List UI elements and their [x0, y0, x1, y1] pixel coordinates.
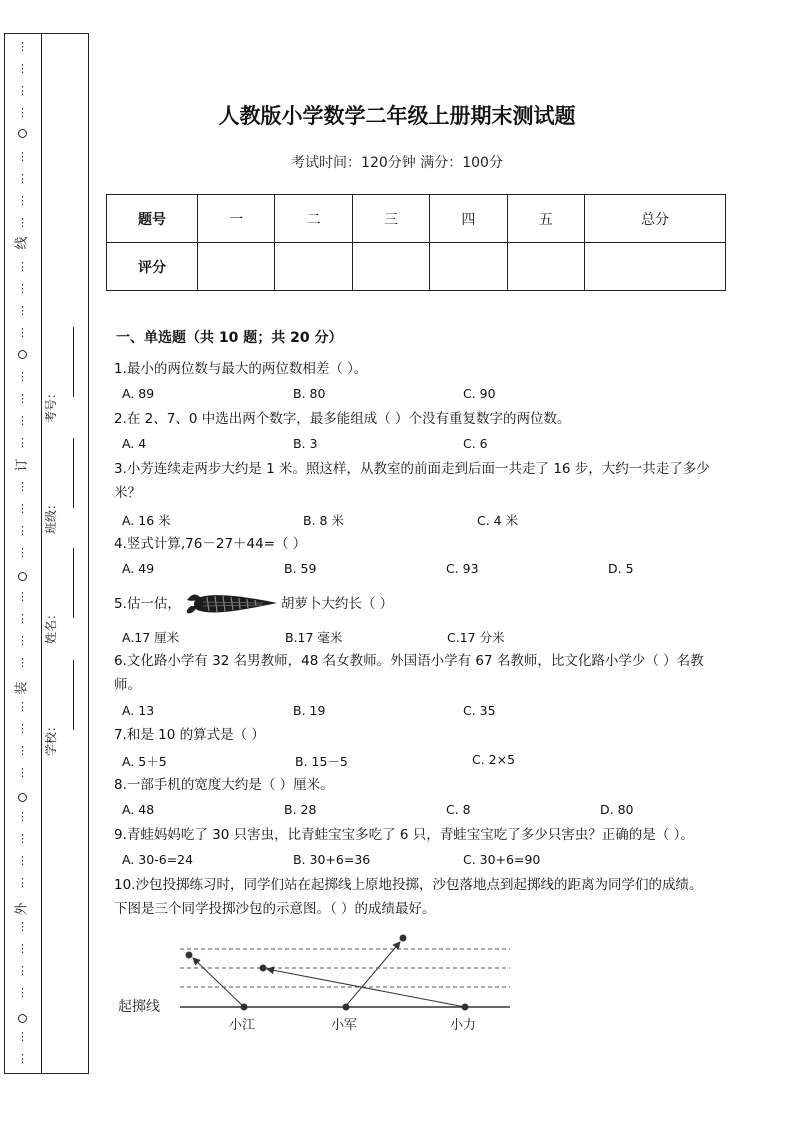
- option[interactable]: D. 80: [600, 802, 634, 817]
- score-cell: 三: [352, 195, 429, 243]
- score-input-cell[interactable]: [352, 243, 429, 291]
- option[interactable]: D. 5: [608, 561, 634, 576]
- landing-point: [186, 952, 193, 959]
- options-2: [122, 436, 722, 454]
- score-input-cell[interactable]: [507, 243, 584, 291]
- option[interactable]: B. 30+6=36: [293, 852, 371, 867]
- carrot-image: [183, 590, 279, 618]
- question-5-text-after: 胡萝卜大约长（ ）: [280, 596, 394, 612]
- thrower-point: [241, 1004, 248, 1011]
- class-line: [73, 438, 74, 508]
- options-8: [122, 802, 722, 820]
- school-label: 学校：: [44, 719, 58, 756]
- binding-dots: ⋮: [17, 150, 28, 163]
- student-label: 小江: [229, 1018, 256, 1033]
- option[interactable]: B. 59: [284, 561, 317, 576]
- option[interactable]: A. 48: [122, 802, 155, 817]
- option[interactable]: C. 93: [446, 561, 479, 576]
- binding-dots: ⋮: [17, 634, 28, 647]
- binding-dots: ⋮: [17, 392, 28, 405]
- option[interactable]: C. 6: [463, 436, 488, 451]
- score-table-score-row: [107, 243, 726, 291]
- binding-circle: [18, 1014, 27, 1023]
- student-label: 小军: [331, 1018, 358, 1033]
- score-input-cell[interactable]: [275, 243, 352, 291]
- binding-dots: ⋮: [17, 524, 28, 537]
- throw-arrow: [193, 958, 244, 1007]
- exam-number-label: 考号：: [44, 386, 58, 423]
- binding-dots: ⋮: [17, 40, 28, 53]
- binding-dots: ⋮: [17, 260, 28, 273]
- option[interactable]: C. 2×5: [472, 752, 516, 767]
- option[interactable]: A. 4: [122, 436, 147, 451]
- throw-arrow: [267, 969, 465, 1007]
- score-cell: 总分: [584, 195, 725, 243]
- name-label: 姓名：: [44, 607, 58, 644]
- binding-dots: ⋮: [17, 304, 28, 317]
- binding-dots: ⋮: [17, 766, 28, 779]
- class-label: 班级：: [44, 497, 58, 534]
- binding-dots: ⋮: [17, 502, 28, 515]
- name-line: [73, 548, 74, 618]
- option[interactable]: C. 8: [446, 802, 471, 817]
- start-line-label: 起掷线: [118, 999, 160, 1015]
- binding-char: 线: [14, 236, 30, 250]
- binding-dots: ⋮: [17, 436, 28, 449]
- binding-dots: ⋮: [17, 722, 28, 735]
- binding-dots: ⋮: [17, 62, 28, 75]
- binding-dots: ⋮: [17, 920, 28, 933]
- binding-dots: ⋮: [17, 480, 28, 493]
- option[interactable]: A. 89: [122, 386, 155, 401]
- field-exam-number[interactable]: [41, 327, 89, 423]
- option[interactable]: A. 16 米: [122, 513, 171, 528]
- question-6: 6.文化路小学有 32 名男教师，48 名女教师。外国语小学有 67 名教师，比文化路小学少（ ）名教: [114, 653, 704, 669]
- score-cell: 一: [198, 195, 275, 243]
- binding-dots: ⋮: [17, 876, 28, 889]
- score-cell: 题号: [107, 195, 198, 243]
- landing-point: [400, 935, 407, 942]
- binding-dots: ⋮: [17, 810, 28, 823]
- thrower-point: [462, 1004, 469, 1011]
- binding-dots: ⋮: [17, 942, 28, 955]
- question-2: 2.在 2、7、0 中选出两个数字，最多能组成（ ）个没有重复数字的两位数。: [114, 411, 571, 427]
- binding-dots: ⋮: [17, 370, 28, 383]
- option[interactable]: B. 80: [293, 386, 326, 401]
- field-class[interactable]: [41, 438, 89, 534]
- binding-dot-column: [4, 33, 41, 1074]
- binding-dots: ⋮: [17, 282, 28, 295]
- score-table: [106, 194, 726, 291]
- question-3: 3.小芳连续走两步大约是 1 米。照这样，从教室的前面走到后面一共走了 16 步，大约一共走了多少: [114, 461, 710, 477]
- option[interactable]: C. 4 米: [477, 513, 519, 528]
- score-cell: 评分: [107, 243, 198, 291]
- binding-char: 装: [14, 681, 30, 695]
- option[interactable]: B. 28: [284, 802, 317, 817]
- question-5: [114, 590, 724, 618]
- options-6: [122, 703, 722, 721]
- exam-number-line: [73, 327, 74, 397]
- question-1: 1.最小的两位数与最大的两位数相差（ ）。: [114, 361, 368, 377]
- score-cell: 二: [275, 195, 352, 243]
- binding-circle: [18, 572, 27, 581]
- landing-point: [260, 965, 267, 972]
- option[interactable]: B.17 毫米: [285, 630, 343, 645]
- score-input-cell[interactable]: [430, 243, 507, 291]
- option[interactable]: C. 90: [463, 386, 496, 401]
- options-5: [122, 628, 722, 646]
- binding-dots: ⋮: [17, 744, 28, 757]
- binding-dots: ⋮: [17, 986, 28, 999]
- binding-dots: ⋮: [17, 1052, 28, 1065]
- binding-dots: ⋮: [17, 1030, 28, 1043]
- score-input-cell[interactable]: [198, 243, 275, 291]
- option[interactable]: B. 8 米: [303, 513, 344, 528]
- option[interactable]: B. 3: [293, 436, 318, 451]
- binding-dots: ⋮: [17, 854, 28, 867]
- question-7: 7.和是 10 的算式是（ ）: [114, 727, 265, 743]
- score-cell: 四: [430, 195, 507, 243]
- question-9: 9.青蛙妈妈吃了 30 只害虫，比青蛙宝宝多吃了 6 只，青蛙宝宝吃了多少只害虫？正确的是（ ）。: [114, 827, 694, 843]
- exam-info: 考试时间：120分钟 满分：100分: [291, 155, 503, 171]
- throw-diagram: [110, 928, 520, 1038]
- options-4: [122, 561, 722, 579]
- options-9: [122, 852, 722, 870]
- binding-dots: ⋮: [17, 106, 28, 119]
- question-8: 8.一部手机的宽度大约是（ ）厘米。: [114, 777, 334, 793]
- option[interactable]: A. 30-6=24: [122, 852, 194, 867]
- binding-dots: ⋮: [17, 546, 28, 559]
- option[interactable]: A. 49: [122, 561, 155, 576]
- thrower-point: [343, 1004, 350, 1011]
- page-title: 人教版小学数学二年级上册期末测试题: [218, 103, 576, 128]
- binding-dots: ⋮: [17, 194, 28, 207]
- field-school[interactable]: [41, 660, 89, 756]
- question-5-text: 5.估一估，: [114, 596, 181, 612]
- binding-char: 订: [14, 458, 30, 472]
- binding-dots: ⋮: [17, 216, 28, 229]
- option[interactable]: A.17 厘米: [122, 630, 180, 645]
- binding-dots: ⋮: [17, 656, 28, 669]
- binding-dots: ⋮: [17, 414, 28, 427]
- school-line: [73, 660, 74, 730]
- binding-circle: [18, 129, 27, 138]
- question-6-cont: 师。: [114, 677, 141, 693]
- binding-dots: ⋮: [17, 84, 28, 97]
- options-1: [122, 386, 722, 404]
- option[interactable]: A. 13: [122, 703, 155, 718]
- option[interactable]: C. 35: [463, 703, 496, 718]
- option[interactable]: A. 5＋5: [122, 754, 167, 769]
- score-cell: 五: [507, 195, 584, 243]
- binding-dots: ⋮: [17, 612, 28, 625]
- binding-circle: [18, 350, 27, 359]
- student-label: 小力: [450, 1018, 477, 1033]
- binding-dots: ⋮: [17, 964, 28, 977]
- question-10-cont: 下图是三个同学投掷沙包的示意图。（ ）的成绩最好。: [114, 901, 436, 917]
- section-title: 一、单选题（共 10 题；共 20 分）: [116, 330, 343, 346]
- question-4: 4.竖式计算,76－27＋44=（ ）: [114, 536, 307, 552]
- binding-dots: ⋮: [17, 590, 28, 603]
- throw-arrow: [345, 942, 400, 1007]
- score-table-header-row: [107, 195, 726, 243]
- binding-dots: ⋮: [17, 832, 28, 845]
- option[interactable]: B. 15－5: [295, 754, 348, 769]
- option[interactable]: C. 30+6=90: [463, 852, 541, 867]
- option[interactable]: C.17 分米: [447, 630, 505, 645]
- option[interactable]: B. 19: [293, 703, 326, 718]
- binding-circle: [18, 793, 27, 802]
- options-3: [122, 511, 722, 529]
- binding-dots: ⋮: [17, 172, 28, 185]
- options-7: [122, 752, 722, 770]
- binding-dots: ⋮: [17, 326, 28, 339]
- question-3-cont: 米？: [114, 485, 141, 501]
- score-input-cell[interactable]: [584, 243, 725, 291]
- field-name[interactable]: [41, 548, 89, 644]
- binding-dots: ⋮: [17, 700, 28, 713]
- binding-char: 外: [14, 902, 30, 916]
- question-10: 10.沙包投掷练习时，同学们站在起掷线上原地投掷，沙包落地点到起掷线的距离为同学们的成绩。: [114, 877, 703, 893]
